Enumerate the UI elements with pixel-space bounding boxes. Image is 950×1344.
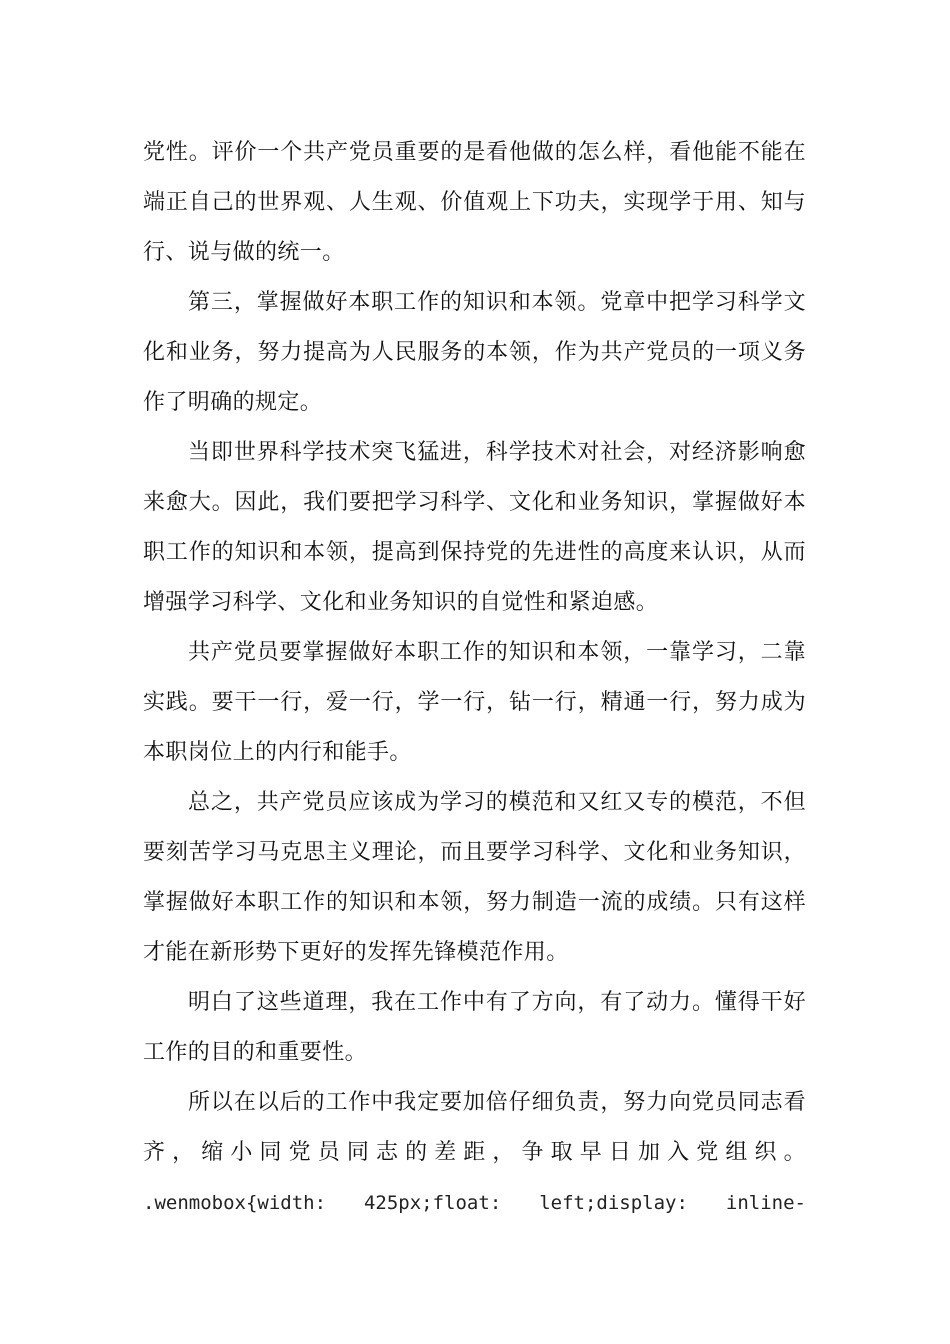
stray-css-text — [143, 1178, 806, 1228]
paragraph-science-technology: 当即世界科学技术突飞猛进，科学技术对社会，对经济影响愈来愈大。因此，我们要把学习科学、文化和业务知识，掌握做好本职工作的知识和本领，提高到保持党的先进性的高度来认识，从而增强学习科学、文化和业务知识的自觉性和紧迫感。 — [143, 440, 806, 615]
paragraph-third-point: 第三，掌握做好本职工作的知识和本领。党章中把学习科学文化和业务，努力提高为人民服务的本领，作为共产党员的一项义务作了明确的规定。 — [143, 290, 806, 415]
paragraph-study-practice: 共产党员要掌握做好本职工作的知识和本领，一靠学习，二靠实践。要干一行，爱一行，学一行，钻一行，精通一行，努力成为本职岗位上的内行和能手。 — [143, 640, 806, 765]
document-page — [143, 128, 806, 1228]
paragraph-resolution: 所以在以后的工作中我定要加倍仔细负责，努力向党员同志看齐，缩小同党员同志的差距，争取早日加入党组织。 — [143, 1090, 806, 1165]
css-token: .wenmobox{width: — [143, 1192, 327, 1214]
css-token: 425px;float: — [363, 1192, 502, 1214]
paragraph-continuation: 党性。评价一个共产党员重要的是看他做的怎么样，看他能不能在端正自己的世界观、人生观、价值观上下功夫，实现学于用、知与行、说与做的统一。 — [143, 140, 806, 265]
paragraph-understanding: 明白了这些道理，我在工作中有了方向，有了动力。懂得干好工作的目的和重要性。 — [143, 990, 806, 1065]
css-token: inline- — [725, 1192, 806, 1214]
paragraph-summary: 总之，共产党员应该成为学习的模范和又红又专的模范，不但要刻苦学习马克思主义理论，而且要学习科学、文化和业务知识，掌握做好本职工作的知识和本领，努力制造一流的成绩。只有这样才能在新形势下更好的发挥先锋模范作用。 — [143, 790, 806, 965]
css-token: left;display: — [539, 1192, 688, 1214]
